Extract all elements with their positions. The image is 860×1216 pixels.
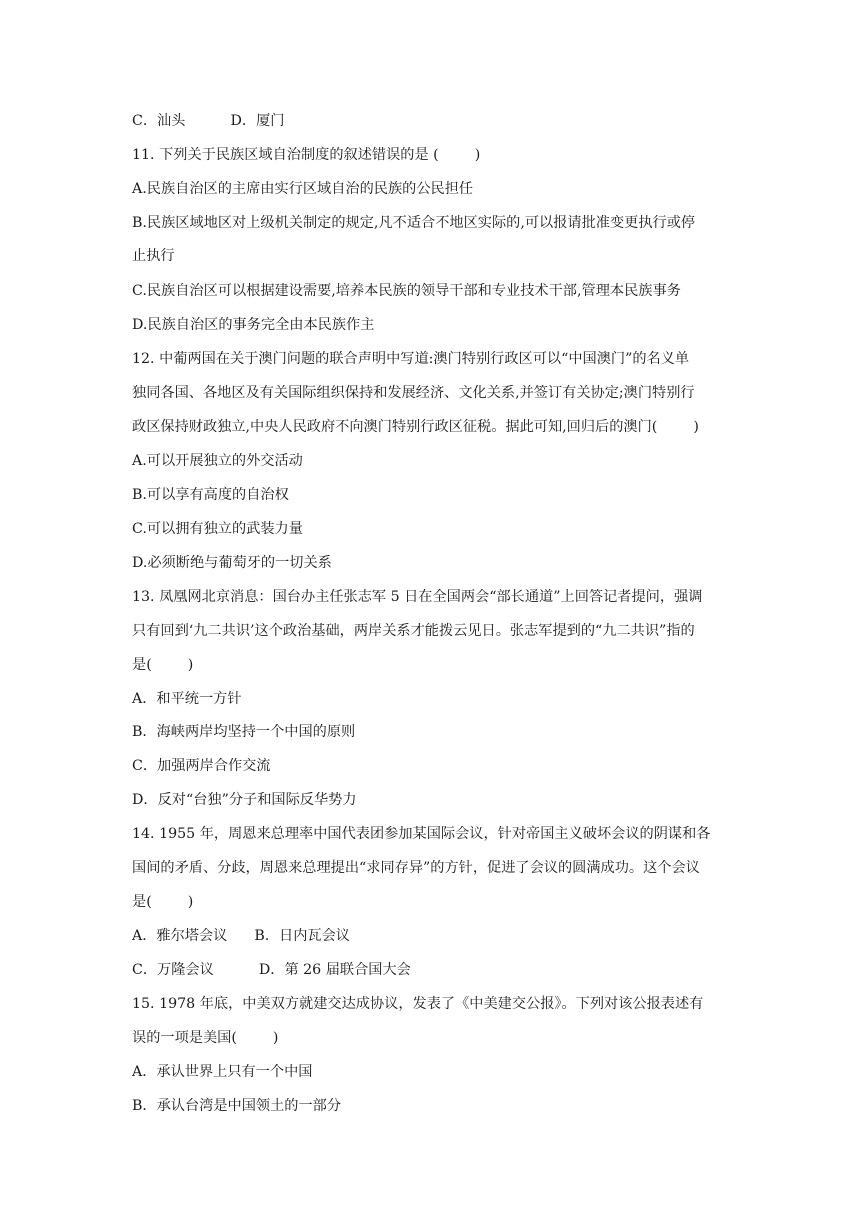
option-line: B．承认台湾是中国领土的一部分 <box>132 1098 342 1114</box>
option-line: A.民族自治区的主席由实行区域自治的民族的公民担任 <box>132 181 474 197</box>
option-line: B.可以享有高度的自治权 <box>132 487 289 503</box>
question-text: 误的一项是美国( ) <box>132 1030 279 1046</box>
option-line: D.民族自治区的事务完全由本民族作主 <box>132 317 375 333</box>
question-text: 只有回到‘九二共识’这个政治基础，两岸关系才能拨云见日。张志军提到的“九二共识”指的 <box>132 623 695 639</box>
option-line: A.可以开展独立的外交活动 <box>132 453 303 469</box>
question-14: 14. 1955 年，周恩来总理率中国代表团参加某国际会议，针对帝国主义破坏会议的阴谋和各 <box>132 826 711 842</box>
option-line: C．万隆会议 D．第 26 届联合国大会 <box>132 962 411 978</box>
option-line: A．承认世界上只有一个中国 <box>132 1064 313 1080</box>
option-line: C．加强两岸合作交流 <box>132 758 271 774</box>
option-line: A．和平统一方针 <box>132 691 242 707</box>
question-text: 是( ) <box>132 894 194 910</box>
option-line: C.民族自治区可以根据建设需要,培养本民族的领导干部和专业技术干部,管理本民族事务 <box>132 283 681 299</box>
option-line: D.必须断绝与葡萄牙的一切关系 <box>132 555 332 571</box>
option-line: B.民族区域地区对上级机关制定的规定,凡不适合不地区实际的,可以报请批准变更执行或停 <box>132 215 696 231</box>
question-13: 13. 凤凰网北京消息：国台办主任张志军 5 日在全国两会“部长通道”上回答记者提问，强调 <box>132 589 703 605</box>
option-line: 止执行 <box>132 248 175 264</box>
option-line: A．雅尔塔会议 B．日内瓦会议 <box>132 928 350 944</box>
question-text: 是( ) <box>132 657 194 673</box>
question-text: 政区保持财政独立,中央人民政府不向澳门特别行政区征税。据此可知,回归后的澳门( ) <box>132 419 699 435</box>
option-line: B．海峡两岸均坚持一个中国的原则 <box>132 724 356 740</box>
question-12: 12. 中葡两国在关于澳门问题的联合声明中写道:澳门特别行政区可以“中国澳门”的名义单 <box>132 351 690 367</box>
question-text: 国间的矛盾、分歧，周恩来总理提出“求同存异”的方针，促进了会议的圆满成功。这个会议 <box>132 860 700 876</box>
question-11: 11. 下列关于民族区域自治制度的叙述错误的是 ( ) <box>132 147 481 163</box>
option-line: D．反对“台独”分子和国际反华势力 <box>132 792 357 808</box>
question-text: 独同各国、各地区及有关国际组织保持和发展经济、文化关系,并签订有关协定;澳门特别行 <box>132 385 695 401</box>
option-line: C．汕头 D．厦门 <box>132 113 285 129</box>
question-15: 15. 1978 年底，中美双方就建交达成协议，发表了《中美建交公报》。下列对该公报表述有 <box>132 996 704 1012</box>
option-line: C.可以拥有独立的武装力量 <box>132 521 303 537</box>
